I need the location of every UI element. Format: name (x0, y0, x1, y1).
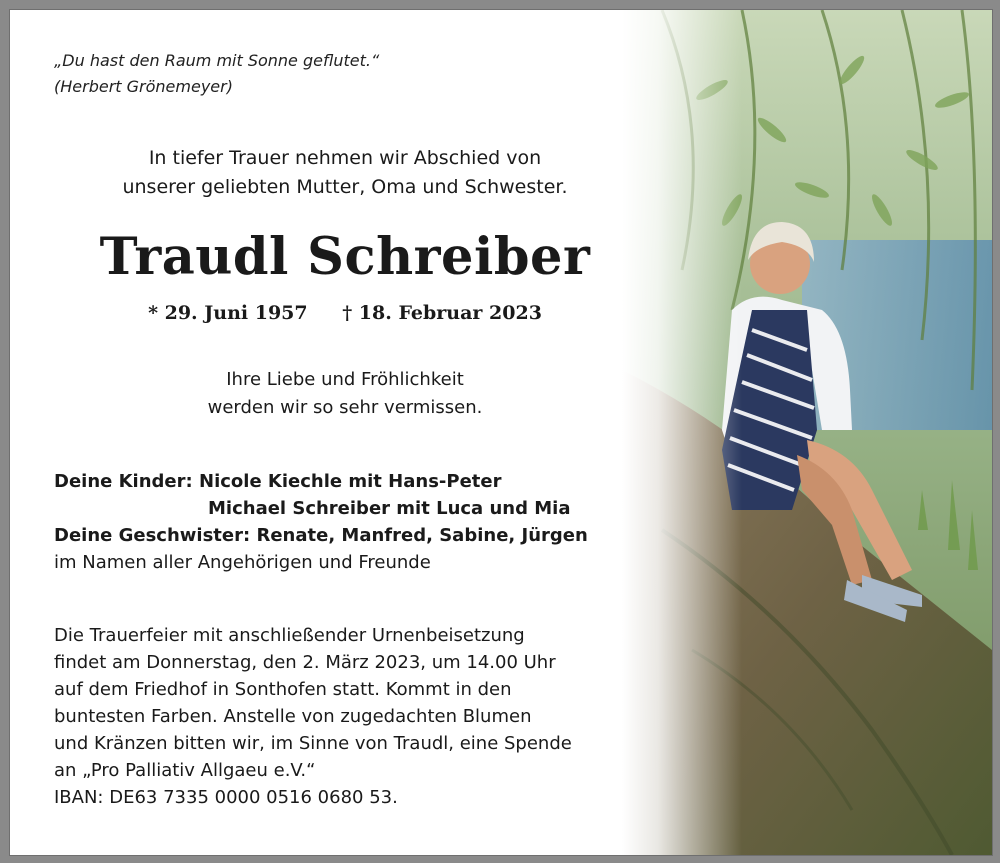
intro-text (50, 144, 640, 202)
children-row (54, 468, 588, 495)
others-line: im Namen aller Angehörigen und Freunde (54, 552, 431, 573)
birth-date: * 29. Juni 1957 (148, 302, 308, 324)
life-dates (50, 298, 640, 328)
iban-line: IBAN: DE63 7335 0000 0516 0680 53. (54, 787, 398, 808)
quote-block (54, 48, 379, 100)
siblings-row (54, 522, 588, 549)
deceased-name: Traudl Schreiber (99, 227, 591, 287)
children-first: Nicole Kiechle mit Hans-Peter (199, 471, 502, 492)
obituary-card (9, 9, 993, 856)
service-line-5: und Kränzen bitten wir, im Sinne von Traudl, eine Spende (54, 733, 572, 754)
memory-line-2: werden wir so sehr vermissen. (207, 397, 483, 418)
children-second: Michael Schreiber mit Luca und Mia (208, 498, 571, 519)
death-date: † 18. Februar 2023 (342, 302, 542, 324)
service-line-2: findet am Donnerstag, den 2. März 2023, um 14.00 Uhr (54, 652, 556, 673)
family-list (54, 468, 588, 576)
service-line-6: an „Pro Palliativ Allgaeu e.V.“ (54, 760, 316, 781)
service-line-3: auf dem Friedhof in Sonthofen statt. Kommt in den (54, 679, 512, 700)
quote-text: „Du hast den Raum mit Sonne geflutet.“ (54, 51, 380, 70)
siblings-names: Renate, Manfred, Sabine, Jürgen (256, 525, 588, 546)
children-label: Deine Kinder: (54, 471, 193, 492)
memorial-photo (622, 10, 992, 855)
intro-line-2: unserer geliebten Mutter, Oma und Schwester. (122, 176, 568, 198)
quote-author: (Herbert Grönemeyer) (54, 77, 233, 96)
service-info (54, 622, 674, 811)
memory-text (50, 366, 640, 422)
memory-line-1: Ihre Liebe und Fröhlichkeit (226, 369, 464, 390)
service-line-4: buntesten Farben. Anstelle von zugedachten Blumen (54, 706, 532, 727)
siblings-label: Deine Geschwister: (54, 525, 251, 546)
service-line-1: Die Trauerfeier mit anschließender Urnenbeisetzung (54, 625, 525, 646)
intro-line-1: In tiefer Trauer nehmen wir Abschied von (148, 147, 542, 169)
